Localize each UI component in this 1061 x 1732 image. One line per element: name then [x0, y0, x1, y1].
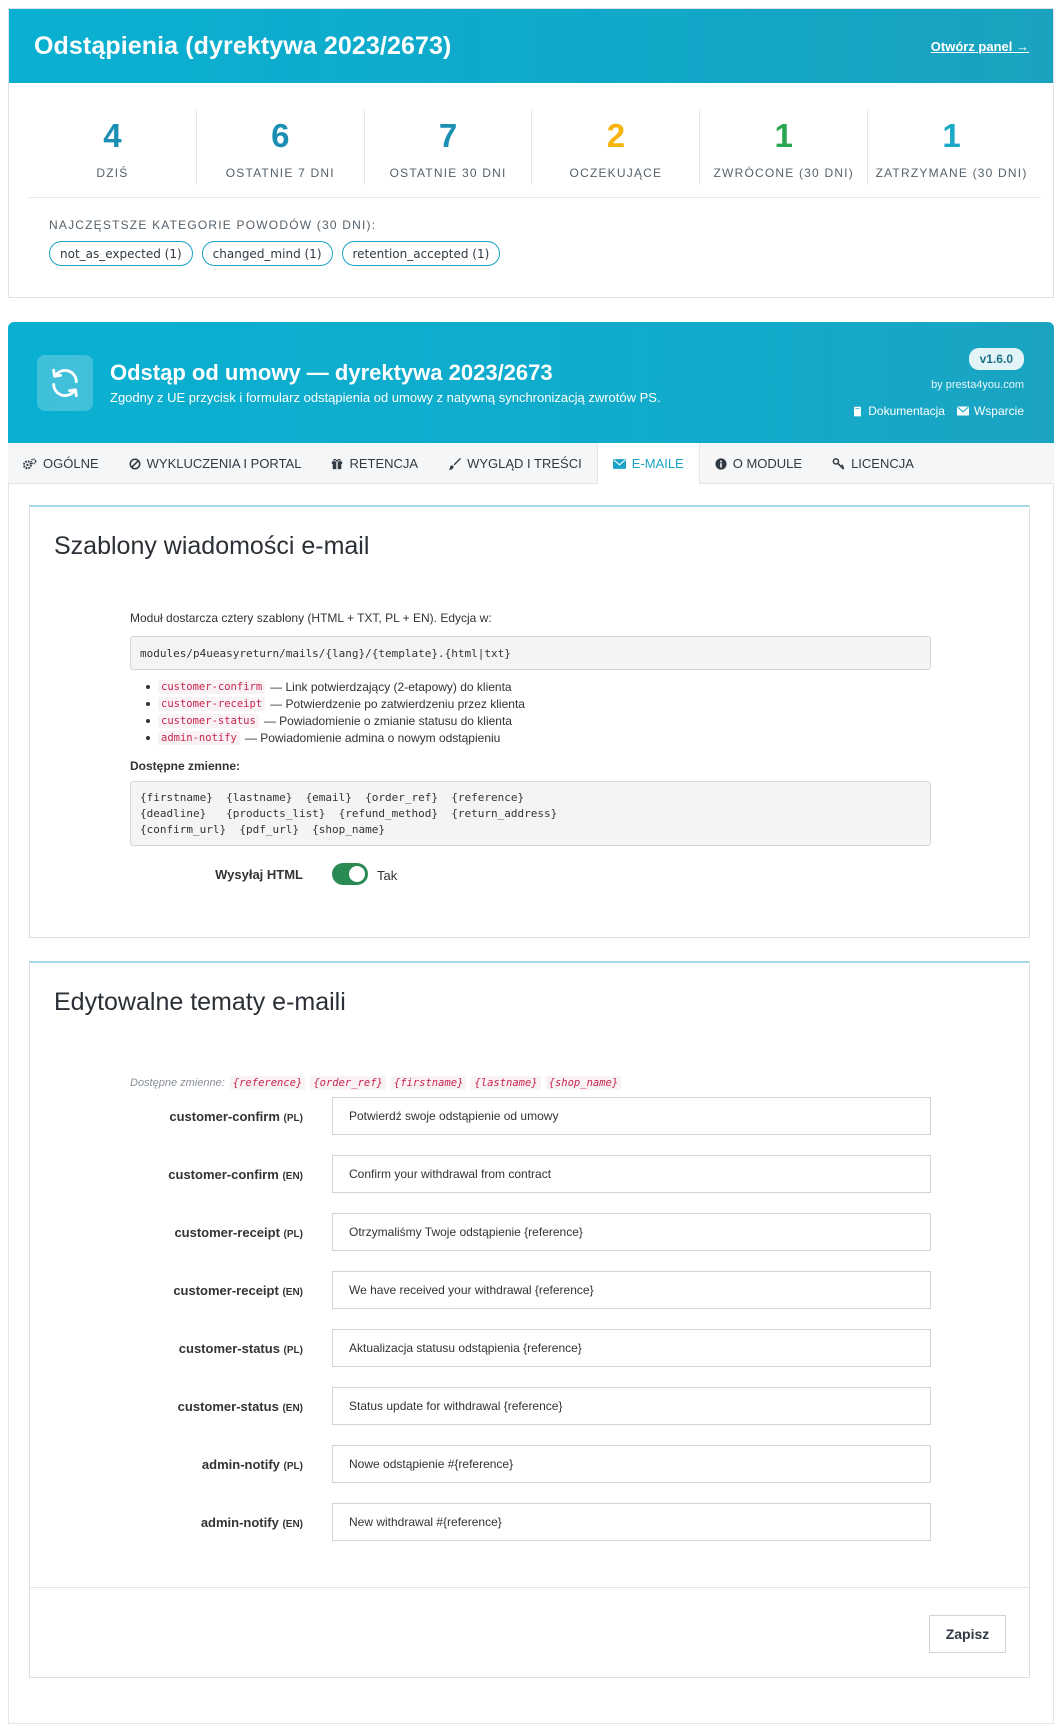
list-item [158, 712, 525, 729]
subject-input[interactable]: Otrzymaliśmy Twoje odstąpienie {reference} [332, 1213, 931, 1251]
tab-appearance[interactable] [433, 443, 597, 484]
vendor-label: by presta4you.com [931, 379, 1024, 391]
tab-general[interactable] [8, 443, 114, 484]
stat-label: OCZEKUJĄCE [569, 166, 663, 180]
book-icon [852, 406, 863, 417]
subject-lang: (EN) [282, 1287, 303, 1298]
stat-label: OSTATNIE 7 DNI [225, 166, 335, 180]
subject-label [30, 1109, 303, 1124]
subject-template-name: customer-status [177, 1399, 279, 1414]
support-link-label: Wsparcie [973, 404, 1024, 418]
stats-row [29, 109, 1035, 185]
template-desc: — Powiadomienie admina o nowym odstąpieniu [244, 730, 501, 745]
reason-pills [49, 241, 500, 266]
subject-template-name: customer-confirm [168, 1167, 279, 1182]
panel-title: Szablony wiadomości e-mail [54, 532, 370, 560]
brush-icon [448, 457, 461, 470]
subject-input[interactable]: New withdrawal #{reference} [332, 1503, 931, 1541]
var-tag: {order_ref} [310, 1076, 386, 1090]
refresh-icon [37, 355, 93, 411]
subject-lang: (EN) [282, 1403, 303, 1414]
stat-label: OSTATNIE 30 DNI [389, 166, 507, 180]
save-button[interactable]: Zapisz [929, 1615, 1006, 1653]
stat-label: DZIŚ [96, 166, 129, 180]
var-tag: {lastname} [471, 1076, 540, 1090]
vars-line: {firstname} {lastname} {email} {order_ref} {reference} [140, 791, 525, 804]
stat-label: ZATRZYMANE (30 DNI) [875, 166, 1028, 180]
panel-footer [30, 1587, 1029, 1677]
template-desc: — Powiadomienie o zmianie statusu do klienta [263, 713, 512, 728]
list-item [158, 678, 525, 695]
subject-template-name: customer-confirm [169, 1109, 280, 1124]
module-title: Odstąp od umowy — dyrektywa 2023/2673 [110, 360, 553, 385]
vars-line: {deadline} {products_list} {refund_method} {return_address} [140, 807, 558, 820]
stat-value: 1 [942, 117, 961, 154]
reason-pill: retention_accepted (1) [342, 241, 501, 266]
template-code: admin-notify [158, 731, 240, 745]
tab-label: WYGLĄD I TREŚCI [467, 456, 582, 471]
envelope-icon [613, 459, 626, 469]
available-vars-label: Dostępne zmienne: [130, 1077, 225, 1089]
stat-retained [868, 109, 1035, 185]
stat-returned [700, 109, 868, 185]
dashboard-title: Odstąpienia (dyrektywa 2023/2673) [34, 31, 452, 60]
reason-pill: not_as_expected (1) [49, 241, 193, 266]
docs-link[interactable] [852, 404, 945, 418]
subject-label [30, 1283, 303, 1298]
tab-label: O MODULE [732, 456, 803, 471]
tab-label: RETENCJA [349, 456, 419, 471]
subject-input[interactable]: Status update for withdrawal {reference} [332, 1387, 931, 1425]
key-icon [832, 458, 845, 470]
stat-label: ZWRÓCONE (30 DNI) [713, 166, 854, 180]
docs-link-label: Dokumentacja [868, 404, 945, 418]
stat-value: 4 [103, 117, 122, 154]
var-tag: {reference} [230, 1076, 306, 1090]
tab-exclusions-portal[interactable] [114, 443, 317, 484]
tab-label: LICENCJA [851, 456, 914, 471]
stat-value: 6 [271, 117, 290, 154]
stat-last-30-days [365, 109, 533, 185]
available-vars [130, 1076, 621, 1090]
tab-emails[interactable] [597, 443, 700, 484]
panel-title: Edytowalne tematy e-maili [54, 988, 346, 1016]
subject-label [30, 1341, 303, 1356]
subject-lang: (EN) [282, 1519, 303, 1530]
send-html-value: Tak [377, 868, 398, 883]
subject-label [30, 1399, 303, 1414]
send-html-toggle[interactable] [332, 863, 368, 885]
subject-label [30, 1167, 303, 1182]
stat-value: 2 [606, 117, 626, 154]
send-html-label: Wysyłaj HTML [215, 867, 303, 882]
tab-license[interactable] [817, 443, 929, 484]
module-links [852, 404, 1024, 418]
vars-line: {confirm_url} {pdf_url} {shop_name} [140, 823, 386, 836]
envelope-icon [957, 406, 969, 416]
subject-template-name: admin-notify [200, 1515, 279, 1530]
open-panel-link[interactable]: Otwórz panel → [930, 38, 1029, 54]
tab-label: OGÓLNE [43, 456, 99, 471]
tab-retention[interactable] [316, 443, 433, 484]
var-tag: {firstname} [391, 1076, 467, 1090]
subject-input[interactable]: Nowe odstąpienie #{reference} [332, 1445, 931, 1483]
divider [29, 197, 1041, 198]
subject-template-name: admin-notify [201, 1457, 280, 1472]
subject-lang: (EN) [282, 1171, 303, 1182]
subject-input[interactable]: Confirm your withdrawal from contract [332, 1155, 931, 1193]
stat-value: 1 [774, 117, 793, 154]
email-subjects-panel [29, 961, 1030, 1678]
module-subtitle: Zgodny z UE przycisk i formularz odstąpienia od umowy z natywną synchronizacją zwrotów PS. [110, 390, 661, 405]
template-code: customer-status [158, 714, 259, 728]
list-item [158, 695, 525, 712]
gift-icon [331, 458, 343, 470]
subject-lang: (PL) [283, 1229, 303, 1240]
subject-label [30, 1515, 303, 1530]
subject-template-name: customer-receipt [174, 1225, 280, 1240]
reason-pill: changed_mind (1) [202, 241, 333, 266]
version-badge: v1.6.0 [969, 348, 1024, 370]
reasons-title: NAJCZĘSTSZE KATEGORIE POWODÓW (30 DNI): [49, 218, 377, 232]
stat-pending [532, 109, 700, 185]
subject-lang: (PL) [283, 1113, 303, 1124]
cogs-icon [23, 458, 37, 470]
subject-input[interactable]: Aktualizacja statusu odstąpienia {reference} [332, 1329, 931, 1367]
info-icon [715, 458, 727, 470]
list-item [158, 729, 525, 746]
subject-lang: (PL) [283, 1461, 303, 1472]
subject-input[interactable]: Potwierdź swoje odstąpienie od umowy [332, 1097, 931, 1135]
tab-label: E-MAILE [631, 456, 684, 471]
tab-label: WYKLUCZENIA I PORTAL [146, 456, 302, 471]
templates-path: modules/p4ueasyreturn/mails/{lang}/{template}.{html|txt} [130, 636, 931, 670]
subject-label [30, 1457, 303, 1472]
email-templates-panel [29, 505, 1030, 938]
tab-about[interactable] [700, 443, 817, 484]
vars-label: Dostępne zmienne: [130, 759, 241, 773]
template-code: customer-receipt [158, 697, 265, 711]
module-header [8, 322, 1054, 443]
vars-box [130, 781, 931, 846]
stat-today [29, 109, 197, 185]
support-link[interactable] [957, 404, 1024, 418]
stat-last-7-days [197, 109, 365, 185]
dashboard-header [9, 9, 1053, 83]
subject-input[interactable]: We have received your withdrawal {reference} [332, 1271, 931, 1309]
subject-label [30, 1225, 303, 1240]
stat-value: 7 [438, 117, 458, 154]
templates-list [158, 678, 525, 746]
subject-template-name: customer-status [178, 1341, 280, 1356]
var-tag: {shop_name} [546, 1076, 622, 1090]
template-desc: — Potwierdzenie po zatwierdzeniu przez klienta [270, 696, 525, 711]
templates-intro: Moduł dostarcza cztery szablony (HTML + TXT, PL + EN). Edycja w: [130, 611, 492, 625]
withdrawals-dashboard [8, 8, 1054, 298]
subject-template-name: customer-receipt [173, 1283, 279, 1298]
module-tabs [8, 443, 1054, 484]
subject-lang: (PL) [283, 1345, 303, 1356]
template-code: customer-confirm [158, 680, 265, 694]
template-desc: — Link potwierdzający (2-etapowy) do klienta [270, 679, 512, 694]
ban-icon [129, 458, 141, 470]
